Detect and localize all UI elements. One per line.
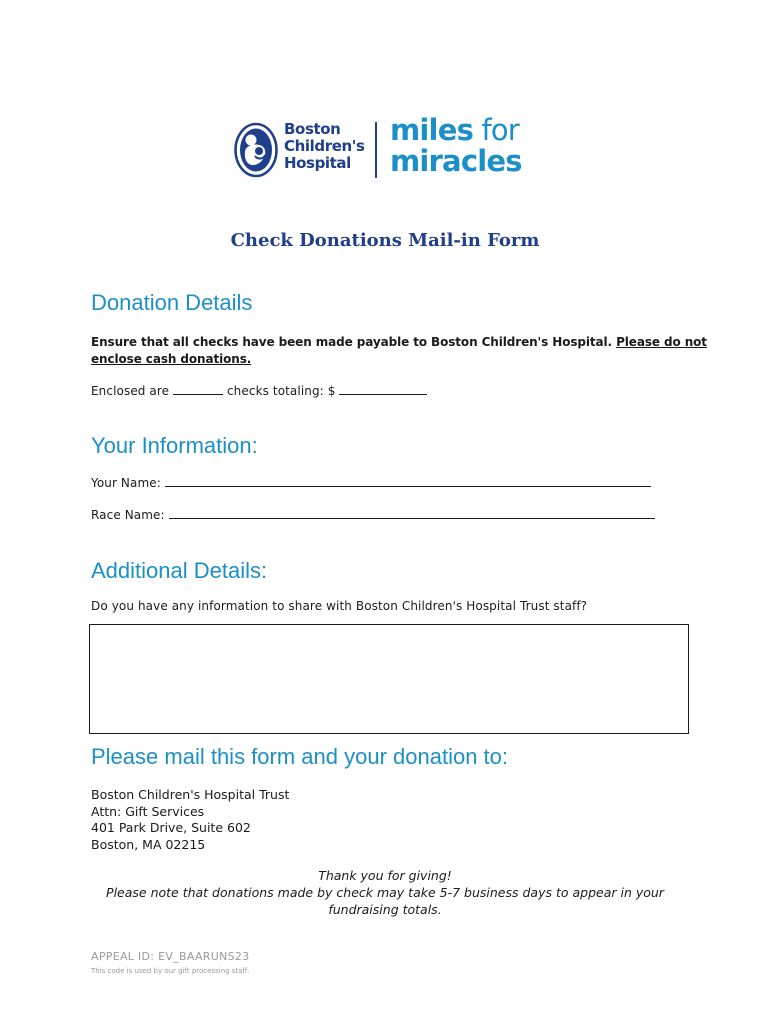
additional-details-heading: Additional Details: (91, 558, 268, 583)
enclosed-checks-line (91, 384, 427, 398)
mail-to-heading: Please mail this form and your donation to: (91, 744, 509, 769)
donation-details-heading: Donation Details (91, 290, 253, 315)
campaign-word-miracles: miracles (390, 144, 522, 178)
hospital-name (284, 121, 379, 172)
address-line: Boston Children's Hospital Trust (91, 787, 290, 802)
check-count-blank[interactable] (173, 384, 223, 395)
campaign-logo (390, 115, 540, 177)
logo-divider (375, 122, 377, 178)
hospital-name-line: Boston (284, 120, 341, 138)
appeal-id-note: This code is used by our gift processing staff. (91, 967, 250, 975)
race-name-line (91, 508, 655, 522)
enclosed-label: Enclosed are (91, 384, 170, 398)
page-title: Check Donations Mail-in Form (230, 230, 540, 251)
thank-you-note (95, 867, 675, 918)
hospital-seal-icon (234, 122, 278, 178)
campaign-word-miles: miles (390, 113, 474, 147)
race-name-label: Race Name: (91, 508, 165, 522)
address-line: Boston, MA 02215 (91, 836, 206, 852)
your-name-label: Your Name: (91, 476, 161, 490)
checks-totaling-label: checks totaling: $ (226, 384, 336, 398)
mailing-address (91, 787, 289, 853)
processing-note-line: fundraising totals. (328, 902, 442, 917)
address-line: 401 Park Drive, Suite 602 (91, 820, 251, 835)
your-name-blank[interactable] (165, 476, 651, 487)
thank-you-line: Thank you for giving! (318, 868, 452, 883)
additional-details-box[interactable] (89, 624, 689, 734)
campaign-logo-line-2 (390, 146, 540, 177)
check-instruction-line-1 (91, 335, 707, 349)
header-logo (234, 113, 536, 182)
no-cash-warning-part-1: Please do not (616, 335, 707, 349)
campaign-word-for: for (481, 113, 519, 147)
additional-question: Do you have any information to share with Boston Children's Hospital Trust staff? (91, 599, 588, 613)
hospital-name-line: Hospital (284, 154, 351, 172)
processing-note-line: Please note that donations made by check may take 5-7 business days to appear in your (106, 885, 664, 900)
address-line: Attn: Gift Services (91, 803, 205, 819)
race-name-blank[interactable] (169, 508, 655, 519)
your-name-line (91, 476, 651, 490)
appeal-id: APPEAL ID: EV_BAARUNS23 (91, 950, 250, 963)
check-amount-blank[interactable] (339, 384, 427, 395)
hospital-name-line: Children's (284, 137, 365, 155)
campaign-logo-line-1 (390, 115, 540, 146)
your-information-heading: Your Information: (91, 433, 258, 458)
check-payable-instruction: Ensure that all checks have been made payable to Boston Children's Hospital. (91, 335, 612, 349)
no-cash-warning-part-2: enclose cash donations. (91, 352, 252, 366)
